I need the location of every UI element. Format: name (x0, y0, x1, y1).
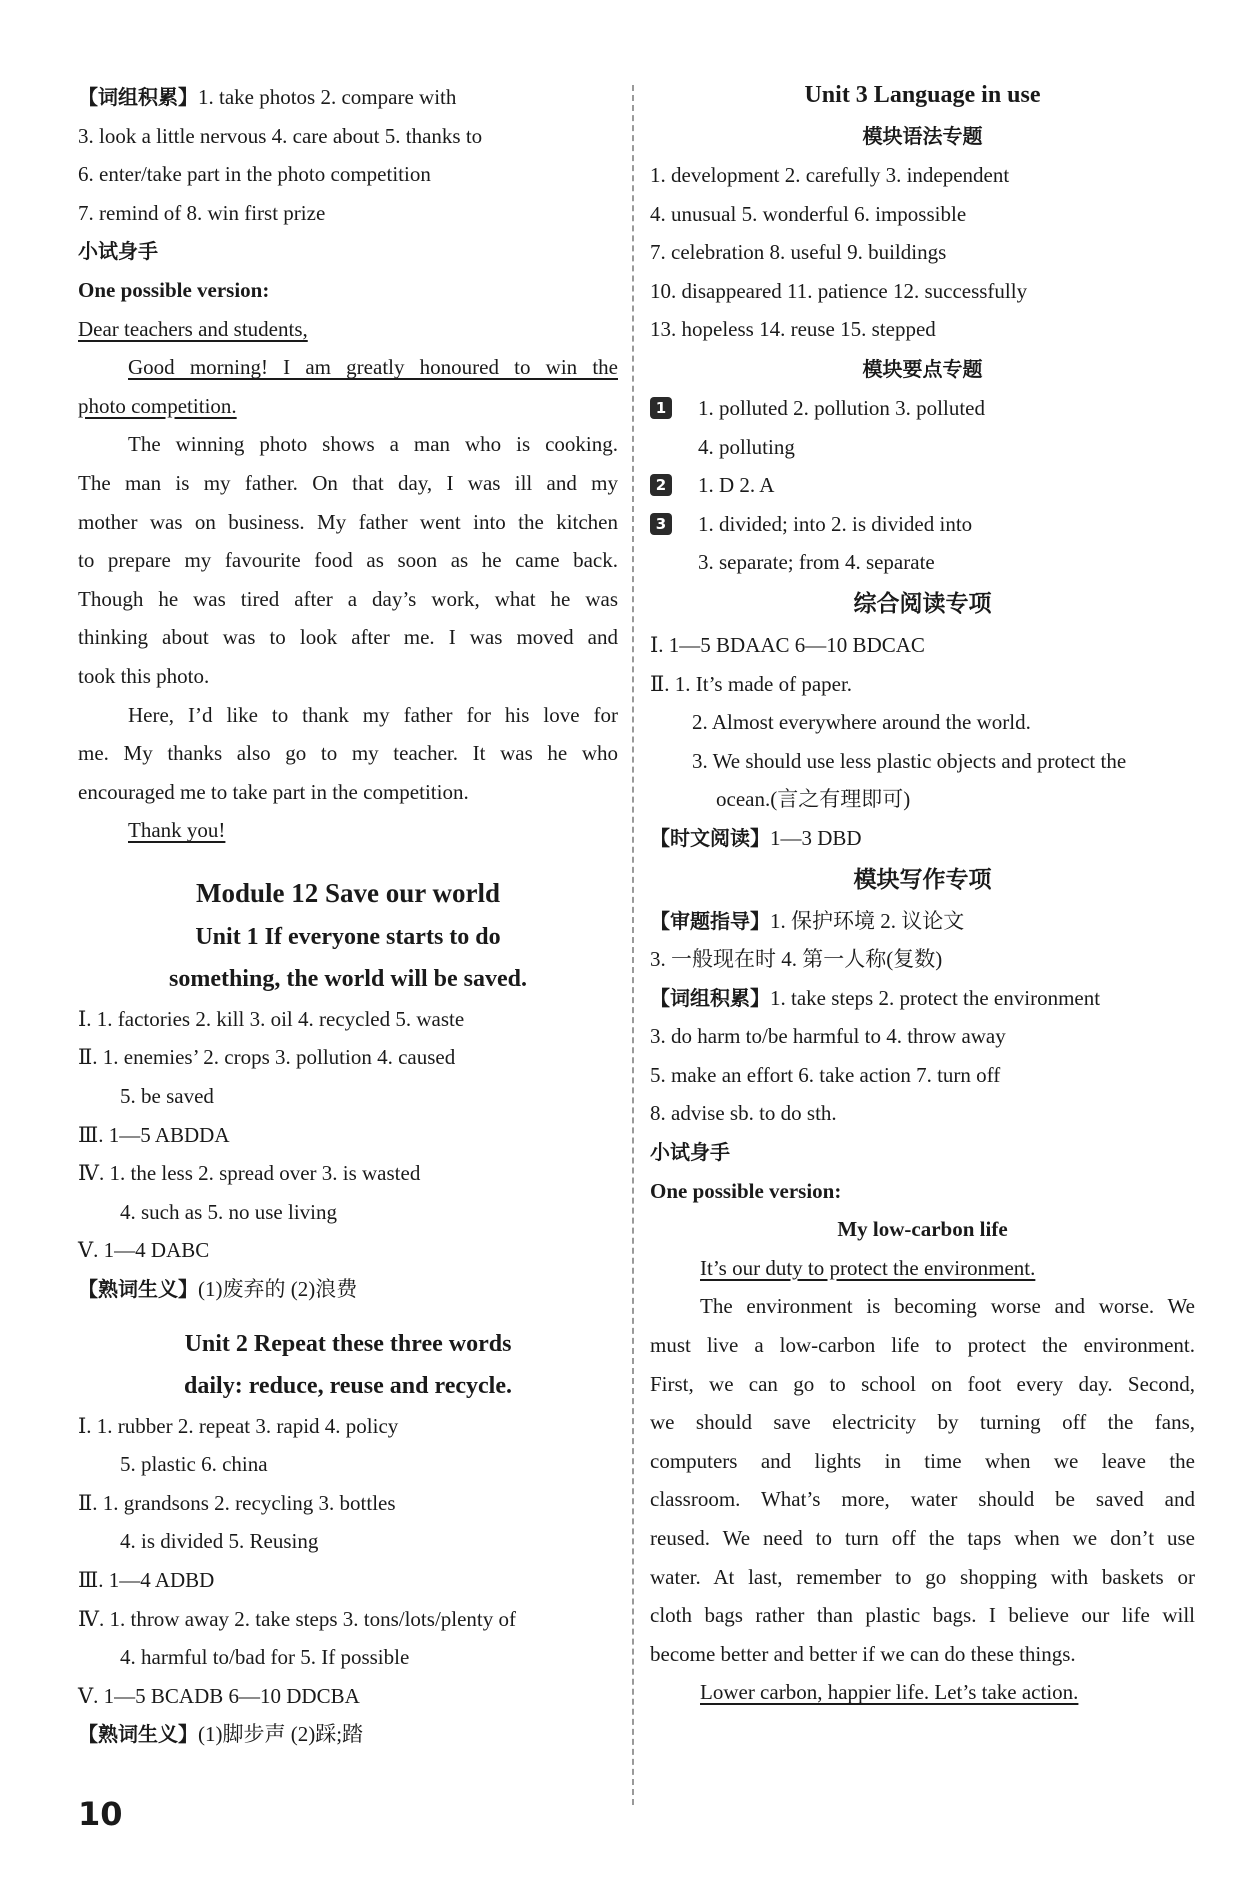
letter-greeting: Dear teachers and students, (78, 316, 308, 341)
answer-line: 3. We should use less plastic objects and protect the (692, 748, 1127, 773)
essay-line: me. My thanks also go to my teacher. It was he who (78, 741, 618, 766)
answer-line: 【时文阅读】1—3 DBD (650, 825, 862, 850)
essay-line: mother was on business. My father went into the kitchen (78, 509, 618, 534)
essay-line: It’s our duty to protect the environment. (700, 1255, 1036, 1280)
section-heading: 模块写作专项 (853, 866, 992, 893)
module-title: Module 12 Save our world (195, 877, 500, 908)
answer-line: ocean.(言之有理即可) (716, 787, 911, 812)
section-heading: 模块语法专题 (862, 124, 983, 148)
answer-line: 1. development 2. carefully 3. independent (650, 163, 1010, 187)
phrase-line: 7. remind of 8. win first prize (78, 200, 326, 225)
answer-line: 【审题指导】1. 保护环境 2. 议论文 (650, 908, 965, 933)
number-badge: 1 (650, 397, 672, 419)
answer-line: Ⅰ. 1—5 BDAAC 6—10 BDCAC (650, 632, 925, 657)
answer-line: Ⅴ. 1—5 BCADB 6—10 DDCBA (78, 1683, 360, 1708)
essay-title: My low-carbon life (837, 1217, 1008, 1242)
page-number: 10 (78, 1795, 123, 1833)
essay-line: The environment is becoming worse and worse. We (700, 1294, 1195, 1319)
phrase-line: 【词组积累】1. take photos 2. compare with (78, 85, 457, 109)
essay-closing: Lower carbon, happier life. Let’s take action. (700, 1680, 1079, 1705)
answer-line: 2 1. D 2. A (650, 466, 1195, 505)
answer-line: Ⅳ. 1. the less 2. spread over 3. is wasted (78, 1161, 421, 1186)
unit-title: Unit 2 Repeat these three words (184, 1330, 512, 1357)
essay-line: we should save electricity by turning off the fans, (650, 1410, 1195, 1435)
phrase-line: 6. enter/take part in the photo competition (78, 162, 431, 187)
answer-line: Ⅳ. 1. throw away 2. take steps 3. tons/lots/plenty of (78, 1606, 517, 1631)
essay-line: cloth bags rather than plastic bags. I believe our life will (650, 1603, 1195, 1628)
answer-line: Ⅰ. 1. factories 2. kill 3. oil 4. recycled 5. waste (78, 1006, 465, 1031)
answer-line: 5. plastic 6. china (120, 1452, 268, 1477)
answer-line: 3 1. divided; into 2. is divided into (650, 505, 1195, 544)
answer-line: 2. Almost everywhere around the world. (692, 710, 1031, 735)
essay-closing: Thank you! (128, 818, 226, 843)
essay-line: The man is my father. On that day, I was ill and my (78, 470, 618, 495)
essay-line: must live a low-carbon life to protect the environment. (650, 1333, 1195, 1358)
essay-line: Here, I’d like to thank my father for his love for (128, 702, 618, 727)
section-heading: 小试身手 (650, 1140, 730, 1165)
answer-line: 5. be saved (120, 1084, 214, 1109)
answer-line: Ⅴ. 1—4 DABC (78, 1238, 210, 1263)
answer-line: Ⅱ. 1. enemies’ 2. crops 3. pollution 4. caused (78, 1045, 456, 1070)
number-badge: 3 (650, 513, 672, 535)
essay-line: photo competition. (78, 393, 237, 418)
phrase-line: 【词组积累】1. take steps 2. protect the environment (650, 985, 1101, 1010)
answer-line: 4. such as 5. no use living (120, 1199, 337, 1224)
unit-title: something, the world will be saved. (168, 965, 527, 992)
answer-line: 3. separate; from 4. separate (698, 550, 935, 575)
answer-line: 1 1. polluted 2. pollution 3. polluted (650, 389, 1195, 428)
answer-line: 7. celebration 8. useful 9. buildings (650, 240, 947, 265)
answer-line: 13. hopeless 14. reuse 15. stepped (650, 317, 936, 342)
essay-line: Though he was tired after a day’s work, what he was (78, 586, 618, 611)
essay-line: took this photo. (78, 663, 210, 688)
possible-version-label: One possible version: (650, 1178, 842, 1203)
section-heading: 小试身手 (78, 239, 158, 264)
phrase-line: 5. make an effort 6. take action 7. turn off (650, 1062, 1001, 1087)
answer-line: 4. harmful to/bad for 5. If possible (120, 1645, 410, 1670)
essay-line: classroom. What’s more, water should be saved and (650, 1487, 1195, 1512)
answer-line: 4. unusual 5. wonderful 6. impossible (650, 201, 967, 226)
word-meaning-line: 【熟词生义】(1)脚步声 (2)踩;踏 (78, 1722, 364, 1747)
essay-line: reused. We need to turn off the taps when we don’t use (650, 1526, 1195, 1550)
column-divider (632, 85, 634, 1805)
unit-title: daily: reduce, reuse and recycle. (184, 1372, 512, 1399)
word-meaning-line: 【熟词生义】(1)废弃的 (2)浪费 (78, 1277, 358, 1302)
essay-line: become better and better if we can do these things. (650, 1641, 1076, 1666)
essay-line: water. At last, remember to go shopping with baskets or (650, 1564, 1195, 1589)
answer-line: Ⅲ. 1—4 ADBD (78, 1568, 215, 1592)
essay-line: encouraged me to take part in the competition. (78, 779, 469, 804)
phrase-line: 3. look a little nervous 4. care about 5. thanks to (78, 123, 483, 148)
possible-version-label: One possible version: (78, 277, 270, 302)
answer-line: Ⅲ. 1—5 ABDDA (78, 1122, 230, 1147)
essay-line: First, we can go to school on foot every day. Second, (650, 1371, 1195, 1396)
essay-line: Good morning! I am greatly honoured to win the (128, 355, 618, 380)
unit-title: Unit 1 If everyone starts to do (195, 923, 501, 950)
answer-line: Ⅰ. 1. rubber 2. repeat 3. rapid 4. policy (78, 1413, 399, 1438)
answer-line: Ⅱ. 1. It’s made of paper. (650, 671, 853, 696)
essay-line: computers and lights in time when we leave the (650, 1448, 1195, 1473)
answer-line: 4. polluting (698, 434, 795, 459)
number-badge: 2 (650, 474, 672, 496)
phrase-label: 【词组积累】 (78, 85, 198, 109)
left-column (78, 78, 618, 1754)
answer-line: 4. is divided 5. Reusing (120, 1529, 319, 1554)
answer-line: Ⅱ. 1. grandsons 2. recycling 3. bottles (78, 1490, 396, 1515)
unit-title: Unit 3 Language in use (804, 82, 1041, 108)
answer-line: 10. disappeared 11. patience 12. successfully (650, 278, 1028, 303)
essay-line: to prepare my favourite food as soon as he came back. (78, 548, 618, 573)
section-heading: 模块要点专题 (862, 356, 983, 381)
phrase-line: 8. advise sb. to do sth. (650, 1101, 837, 1126)
answer-line: 3. 一般现在时 4. 第一人称(复数) (650, 947, 943, 972)
essay-line: thinking about was to look after me. I was moved and (78, 625, 618, 650)
section-heading: 综合阅读专项 (853, 590, 992, 617)
essay-line: The winning photo shows a man who is cooking. (128, 432, 618, 457)
right-column (650, 78, 1195, 1712)
phrase-line: 3. do harm to/be harmful to 4. throw away (650, 1024, 1006, 1049)
